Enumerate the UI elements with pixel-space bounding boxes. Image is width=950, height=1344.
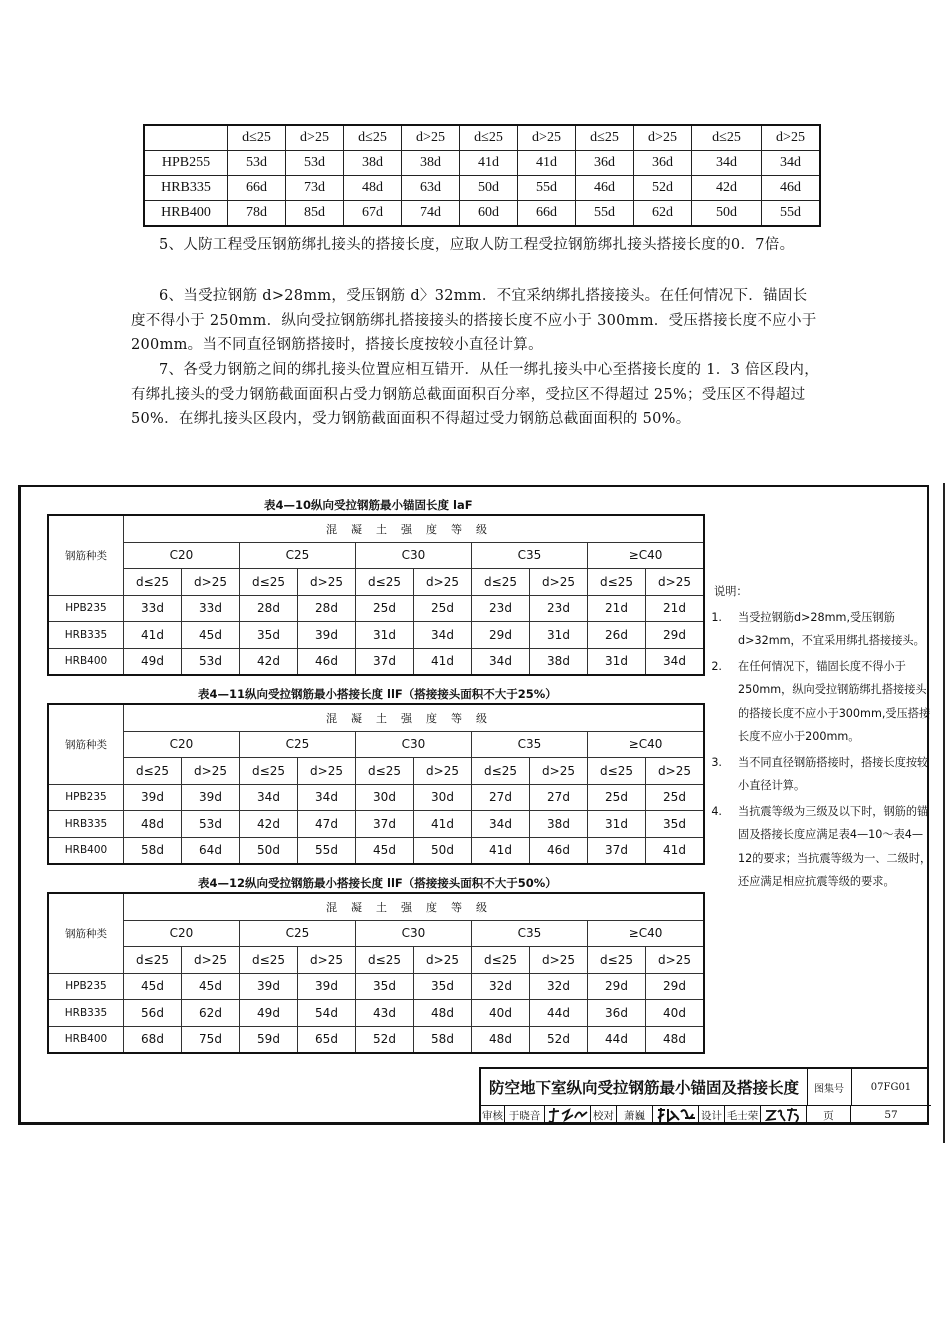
top-table-header-cell: d>25 <box>762 125 821 151</box>
title-block <box>479 1067 929 1125</box>
spec-header-row <box>48 515 704 542</box>
length-cell: 49d <box>240 1000 298 1027</box>
paragraph-6 <box>131 284 821 358</box>
top-table-cell: 74d <box>402 201 460 227</box>
length-cell: 36d <box>588 1000 646 1027</box>
grade-header-row <box>48 920 704 947</box>
paragraph-7-text: 7、各受力钢筋之间的绑扎接头位置应相互错开．从任一绑扎接头中心至搭接长度的 1．3 倍区段内，有绑扎接头的受力钢筋截面面积占受力钢筋总截面面积百分率，受拉区不得超过 25%；受压区不得超过 50%．在绑扎接头区段内，受力钢筋截面面积不得超过受力钢筋总截面面积的 50%。 <box>131 362 819 427</box>
top-table-cell: 53d <box>286 151 344 176</box>
top-table-cell: 67d <box>344 201 402 227</box>
diameter-header-cell: d>25 <box>530 947 588 974</box>
length-cell: 31d <box>530 622 588 649</box>
length-cell: 48d <box>472 1026 530 1053</box>
length-cell: 41d <box>414 811 472 838</box>
top-table-cell: 42d <box>692 176 762 201</box>
concrete-strength-header: 混凝土强度等级 <box>124 704 705 731</box>
top-table-cell: 36d <box>576 151 634 176</box>
diameter-header-cell: d>25 <box>646 569 705 596</box>
grade-header-cell: C35 <box>472 731 588 758</box>
top-table-header-cell: d>25 <box>402 125 460 151</box>
diameter-header-cell: d≤25 <box>356 569 414 596</box>
note-item <box>712 751 932 798</box>
diameter-header-cell: d≤25 <box>588 569 646 596</box>
drawing-title: 防空地下室纵向受拉钢筋最小锚固及搭接长度 <box>481 1069 808 1106</box>
length-cell: 75d <box>182 1026 240 1053</box>
spec-data-row <box>48 811 704 838</box>
length-cell: 34d <box>472 648 530 675</box>
signature-row <box>481 1105 931 1125</box>
length-cell: 58d <box>124 837 182 864</box>
top-table-cell: 41d <box>460 151 518 176</box>
top-table-cell: 53d <box>228 151 286 176</box>
length-cell: 47d <box>298 811 356 838</box>
length-cell: 45d <box>124 973 182 1000</box>
length-cell: 52d <box>530 1026 588 1053</box>
diameter-header-cell: d>25 <box>182 569 240 596</box>
spec-header-row <box>48 893 704 920</box>
length-cell: 59d <box>240 1026 298 1053</box>
length-cell: 35d <box>356 973 414 1000</box>
top-table-header-cell: d≤25 <box>692 125 762 151</box>
length-cell: 29d <box>588 973 646 1000</box>
top-table-cell: 73d <box>286 176 344 201</box>
length-cell: 40d <box>646 1000 705 1027</box>
diameter-header-cell: d>25 <box>414 569 472 596</box>
note-number: 4. <box>711 804 722 818</box>
spec-data-row <box>48 784 704 811</box>
grade-header-cell: C20 <box>124 920 240 947</box>
length-cell: 48d <box>124 811 182 838</box>
diameter-header-cell: d≤25 <box>472 569 530 596</box>
check-label: 校对 <box>591 1105 617 1125</box>
rebar-grade-label: HPB235 <box>48 595 124 622</box>
paragraph-7 <box>131 358 821 432</box>
design-name: 毛士荣 <box>725 1105 761 1125</box>
length-cell: 55d <box>298 837 356 864</box>
length-cell: 37d <box>356 648 414 675</box>
diameter-header-cell: d>25 <box>182 758 240 785</box>
length-cell: 49d <box>124 648 182 675</box>
length-cell: 39d <box>298 622 356 649</box>
diameter-header-cell: d≤25 <box>124 569 182 596</box>
length-cell: 37d <box>588 837 646 864</box>
grade-header-cell: C30 <box>356 920 472 947</box>
top-table-cell: 50d <box>692 201 762 227</box>
top-table-header-cell: d≤25 <box>576 125 634 151</box>
check-signature-icon <box>655 1106 697 1124</box>
top-table-cell: 48d <box>344 176 402 201</box>
length-cell: 41d <box>124 622 182 649</box>
length-cell: 39d <box>240 973 298 1000</box>
length-cell: 23d <box>472 595 530 622</box>
design-signature-icon <box>763 1106 805 1124</box>
top-table-cell: 63d <box>402 176 460 201</box>
top-table-header-cell: d>25 <box>518 125 576 151</box>
review-signature <box>545 1105 591 1125</box>
length-cell: 34d <box>240 784 298 811</box>
top-table-header-cell: d≤25 <box>228 125 286 151</box>
top-table-row-label: HPB255 <box>144 151 228 176</box>
diameter-header-cell: d>25 <box>530 569 588 596</box>
note-item <box>712 655 932 749</box>
length-cell: 26d <box>588 622 646 649</box>
grade-header-row <box>48 731 704 758</box>
grade-header-cell: C35 <box>472 920 588 947</box>
table-4-12 <box>47 892 705 1054</box>
note-text: 当抗震等级为三级及以下时，钢筋的锚固及搭接长度应满足表4—10～表4—12的要求；当抗震等级为一、二级时，还应满足相应抗震等级的要求。 <box>738 804 932 888</box>
grade-header-cell: C30 <box>356 542 472 569</box>
diameter-header-cell: d≤25 <box>240 569 298 596</box>
top-table-header-cell: d>25 <box>634 125 692 151</box>
spec-data-row <box>48 973 704 1000</box>
top-table-row <box>144 201 820 227</box>
length-cell: 64d <box>182 837 240 864</box>
length-cell: 34d <box>298 784 356 811</box>
length-cell: 45d <box>182 622 240 649</box>
length-cell: 62d <box>182 1000 240 1027</box>
diameter-header-cell: d≤25 <box>472 947 530 974</box>
paragraph-5-text: 5、人防工程受压钢筋绑扎接头的搭接长度，应取人防工程受拉钢筋绑扎接头搭接长度的0．7倍。 <box>159 237 795 253</box>
grade-header-row <box>48 542 704 569</box>
length-cell: 48d <box>646 1026 705 1053</box>
length-cell: 54d <box>298 1000 356 1027</box>
length-cell: 39d <box>298 973 356 1000</box>
diameter-header-cell: d≤25 <box>356 947 414 974</box>
length-cell: 31d <box>588 648 646 675</box>
length-cell: 45d <box>182 973 240 1000</box>
length-cell: 46d <box>298 648 356 675</box>
check-name: 萧巍 <box>617 1105 653 1125</box>
diameter-header-cell: d≤25 <box>240 947 298 974</box>
length-cell: 29d <box>646 973 705 1000</box>
length-cell: 33d <box>124 595 182 622</box>
spec-data-row <box>48 837 704 864</box>
length-cell: 56d <box>124 1000 182 1027</box>
top-table-cell: 55d <box>518 176 576 201</box>
length-cell: 38d <box>530 811 588 838</box>
diameter-header-cell: d>25 <box>414 758 472 785</box>
page-edge-rule <box>943 483 945 1143</box>
length-cell: 32d <box>530 973 588 1000</box>
diameter-header-cell: d≤25 <box>588 947 646 974</box>
grade-header-cell: C35 <box>472 542 588 569</box>
length-cell: 41d <box>646 837 705 864</box>
diameter-header-cell: d>25 <box>414 947 472 974</box>
paragraph-6-text: 6、当受拉钢筋 d>28mm，受压钢筋 d〉32mm．不宜采纳绑扎搭接接头。在任何情况下．锚固长度不得小于 250mm．纵向受拉钢筋绑扎搭接接头的搭接长度不应小于 300mm．受压搭接长度不应小于 200mm。当不同直径钢筋搭接时，搭接长度按较小直径计算。 <box>131 288 817 353</box>
top-table-row-label: HRB335 <box>144 176 228 201</box>
table-4-10-title: 表4—10纵向受拉钢筋最小锚固长度 laF <box>264 498 473 512</box>
diameter-header-row <box>48 758 704 785</box>
length-cell: 25d <box>414 595 472 622</box>
note-text: 在任何情况下，锚固长度不得小于250mm，纵向受拉钢筋绑扎搭接接头的搭接长度不应小于300mm,受压搭接长度不应小于200mm。 <box>738 659 931 743</box>
rebar-grade-label: HPB235 <box>48 973 124 1000</box>
spec-data-row <box>48 1026 704 1053</box>
length-cell: 40d <box>472 1000 530 1027</box>
length-cell: 44d <box>588 1026 646 1053</box>
diameter-header-cell: d>25 <box>646 758 705 785</box>
length-cell: 33d <box>182 595 240 622</box>
rebar-grade-label: HRB400 <box>48 837 124 864</box>
page-label: 页 <box>807 1105 851 1125</box>
length-cell: 28d <box>240 595 298 622</box>
top-table-header-cell: d≤25 <box>460 125 518 151</box>
diameter-header-cell: d≤25 <box>124 947 182 974</box>
top-table-header-cell: d>25 <box>286 125 344 151</box>
diameter-header-cell: d≤25 <box>588 758 646 785</box>
diameter-header-cell: d≤25 <box>472 758 530 785</box>
length-cell: 35d <box>646 811 705 838</box>
spec-header-row <box>48 704 704 731</box>
top-lap-length-table <box>143 124 821 227</box>
top-table-corner-cell <box>144 125 228 151</box>
spec-data-row <box>48 648 704 675</box>
paragraph-5 <box>131 233 821 258</box>
table-4-11-title: 表4—11纵向受拉钢筋最小搭接长度 llF（搭接接头面积不大于25%） <box>198 687 557 701</box>
atlas-number-value: 07FG01 <box>851 1069 931 1106</box>
grade-header-cell: C20 <box>124 542 240 569</box>
grade-header-cell: ≥C40 <box>588 542 705 569</box>
top-table-cell: 55d <box>576 201 634 227</box>
rebar-grade-label: HRB400 <box>48 648 124 675</box>
length-cell: 50d <box>240 837 298 864</box>
top-table-cell: 34d <box>692 151 762 176</box>
length-cell: 29d <box>646 622 705 649</box>
top-table-row <box>144 151 820 176</box>
notes-title: 说明： <box>714 585 748 598</box>
top-table-cell: 78d <box>228 201 286 227</box>
length-cell: 27d <box>472 784 530 811</box>
length-cell: 27d <box>530 784 588 811</box>
length-cell: 25d <box>588 784 646 811</box>
diameter-header-row <box>48 569 704 596</box>
top-table-cell: 38d <box>344 151 402 176</box>
length-cell: 34d <box>414 622 472 649</box>
spec-data-row <box>48 1000 704 1027</box>
grade-header-cell: C20 <box>124 731 240 758</box>
diameter-header-cell: d≤25 <box>240 758 298 785</box>
rebar-kind-header: 钢筋种类 <box>48 515 124 595</box>
length-cell: 37d <box>356 811 414 838</box>
diameter-header-cell: d>25 <box>298 569 356 596</box>
length-cell: 39d <box>124 784 182 811</box>
atlas-number-label: 图集号 <box>807 1069 852 1106</box>
table-4-12-title: 表4—12纵向受拉钢筋最小搭接长度 llF（搭接接头面积不大于50%） <box>198 876 557 890</box>
table-4-10 <box>47 514 705 676</box>
top-table-cell: 38d <box>402 151 460 176</box>
length-cell: 65d <box>298 1026 356 1053</box>
diameter-header-cell: d>25 <box>182 947 240 974</box>
grade-header-cell: C25 <box>240 731 356 758</box>
length-cell: 23d <box>530 595 588 622</box>
rebar-grade-label: HRB335 <box>48 622 124 649</box>
review-name: 于晓音 <box>505 1105 545 1125</box>
length-cell: 30d <box>414 784 472 811</box>
length-cell: 58d <box>414 1026 472 1053</box>
length-cell: 35d <box>414 973 472 1000</box>
diameter-header-row <box>48 947 704 974</box>
top-table-cell: 41d <box>518 151 576 176</box>
design-label: 设计 <box>699 1105 725 1125</box>
length-cell: 42d <box>240 811 298 838</box>
length-cell: 53d <box>182 648 240 675</box>
top-table-cell: 55d <box>762 201 821 227</box>
top-table-cell: 85d <box>286 201 344 227</box>
rebar-kind-header: 钢筋种类 <box>48 704 124 784</box>
length-cell: 21d <box>646 595 705 622</box>
top-table-cell: 46d <box>576 176 634 201</box>
grade-header-cell: C25 <box>240 542 356 569</box>
note-number: 3. <box>711 755 722 769</box>
top-table-cell: 50d <box>460 176 518 201</box>
top-table-cell: 60d <box>460 201 518 227</box>
diameter-header-cell: d>25 <box>646 947 705 974</box>
note-text: 当受拉钢筋d>28mm,受压钢筋d>32mm，不宜采用绑扎搭接接头。 <box>738 610 925 647</box>
top-table-cell: 34d <box>762 151 821 176</box>
grade-header-cell: C30 <box>356 731 472 758</box>
diameter-header-cell: d≤25 <box>124 758 182 785</box>
length-cell: 32d <box>472 973 530 1000</box>
page-number: 57 <box>884 1109 898 1121</box>
top-table-header-cell: d≤25 <box>344 125 402 151</box>
spec-data-row <box>48 595 704 622</box>
top-table-cell: 62d <box>634 201 692 227</box>
length-cell: 30d <box>356 784 414 811</box>
rebar-grade-label: HRB335 <box>48 811 124 838</box>
grade-header-cell: ≥C40 <box>588 920 705 947</box>
length-cell: 53d <box>182 811 240 838</box>
diameter-header-cell: d≤25 <box>356 758 414 785</box>
top-table-cell: 36d <box>634 151 692 176</box>
length-cell: 31d <box>356 622 414 649</box>
length-cell: 43d <box>356 1000 414 1027</box>
rebar-grade-label: HRB335 <box>48 1000 124 1027</box>
review-label: 审核 <box>481 1105 505 1125</box>
length-cell: 29d <box>472 622 530 649</box>
length-cell: 38d <box>530 648 588 675</box>
note-number: 2. <box>711 659 722 673</box>
length-cell: 41d <box>472 837 530 864</box>
length-cell: 31d <box>588 811 646 838</box>
note-item <box>712 606 932 653</box>
note-item <box>712 800 932 894</box>
top-table-header-row <box>144 125 820 151</box>
top-table-cell: 52d <box>634 176 692 201</box>
length-cell: 25d <box>356 595 414 622</box>
check-signature <box>653 1105 699 1125</box>
top-table-cell: 66d <box>228 176 286 201</box>
top-table-cell: 46d <box>762 176 821 201</box>
note-number: 1. <box>711 610 722 624</box>
length-cell: 35d <box>240 622 298 649</box>
diameter-header-cell: d>25 <box>298 758 356 785</box>
length-cell: 48d <box>414 1000 472 1027</box>
table-4-11 <box>47 703 705 865</box>
grade-header-cell: ≥C40 <box>588 731 705 758</box>
design-signature <box>761 1105 807 1125</box>
top-table-row-label: HRB400 <box>144 201 228 227</box>
concrete-strength-header: 混凝土强度等级 <box>124 515 705 542</box>
diameter-header-cell: d>25 <box>298 947 356 974</box>
notes-panel <box>712 580 932 894</box>
diameter-header-cell: d>25 <box>530 758 588 785</box>
length-cell: 25d <box>646 784 705 811</box>
review-signature-icon <box>547 1106 589 1124</box>
length-cell: 52d <box>356 1026 414 1053</box>
length-cell: 41d <box>414 648 472 675</box>
top-table-row <box>144 176 820 201</box>
length-cell: 28d <box>298 595 356 622</box>
length-cell: 42d <box>240 648 298 675</box>
grade-header-cell: C25 <box>240 920 356 947</box>
length-cell: 45d <box>356 837 414 864</box>
note-text: 当不同直径钢筋搭接时，搭接长度按较小直径计算。 <box>738 755 929 792</box>
length-cell: 44d <box>530 1000 588 1027</box>
rebar-grade-label: HRB400 <box>48 1026 124 1053</box>
rebar-kind-header: 钢筋种类 <box>48 893 124 973</box>
concrete-strength-header: 混凝土强度等级 <box>124 893 705 920</box>
length-cell: 34d <box>472 811 530 838</box>
length-cell: 46d <box>530 837 588 864</box>
length-cell: 50d <box>414 837 472 864</box>
length-cell: 34d <box>646 648 705 675</box>
length-cell: 68d <box>124 1026 182 1053</box>
spec-data-row <box>48 622 704 649</box>
length-cell: 39d <box>182 784 240 811</box>
top-table-cell: 66d <box>518 201 576 227</box>
rebar-grade-label: HPB235 <box>48 784 124 811</box>
length-cell: 21d <box>588 595 646 622</box>
